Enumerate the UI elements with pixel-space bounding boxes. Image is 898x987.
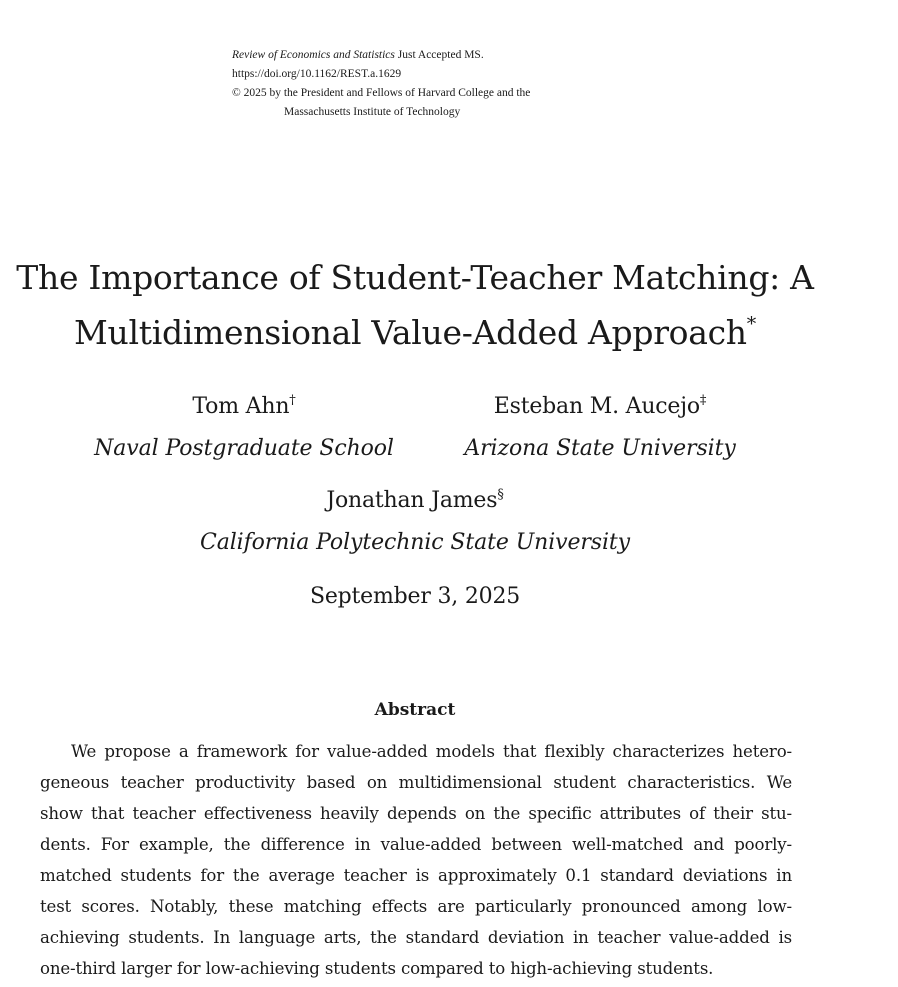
title-line-2: Multidimensional Value-Added Approach xyxy=(74,313,747,352)
manuscript-status: Just Accepted MS. xyxy=(397,49,484,61)
publication-date: September 3, 2025 xyxy=(309,584,521,609)
author-block-ahn xyxy=(86,392,402,464)
abstract-line: one-third larger for low-achieving students compared to high-achieving students. xyxy=(40,959,714,978)
author-name xyxy=(140,486,690,516)
abstract-line: geneous teacher productivity based on multidimensional student characteristics. We xyxy=(40,773,792,792)
copyright-line-2: Massachusetts Institute of Technology xyxy=(284,106,461,118)
doi-link[interactable]: https://doi.org/10.1162/REST.a.1629 xyxy=(232,68,402,80)
author-footnote-mark: § xyxy=(497,487,504,502)
abstract-line: We propose a framework for value-added models that flexibly characterizes hetero- xyxy=(71,742,792,761)
title-line-1: The Importance of Student-Teacher Matching: A xyxy=(16,258,814,297)
author-affiliation: California Polytechnic State University xyxy=(199,530,631,555)
journal-status-line xyxy=(232,46,530,65)
journal-header xyxy=(232,46,530,122)
title-footnote-mark: * xyxy=(746,313,756,335)
author-block-james xyxy=(140,486,690,558)
author-affiliation: Arizona State University xyxy=(464,436,736,461)
author-footnote-mark: † xyxy=(289,393,296,408)
abstract-line: show that teacher effectiveness heavily depends on the specific attributes of their stu- xyxy=(40,804,792,823)
abstract-body xyxy=(40,736,792,984)
author-affiliation: Naval Postgraduate School xyxy=(94,436,394,461)
author-name-text: Jonathan James xyxy=(326,488,498,513)
author-name xyxy=(450,392,750,422)
author-name-text: Esteban M. Aucejo xyxy=(493,394,700,419)
paper-title xyxy=(0,250,830,360)
author-name xyxy=(86,392,402,422)
abstract-line: matched students for the average teacher is approximately 0.1 standard deviations in xyxy=(40,866,792,885)
abstract-heading: Abstract xyxy=(374,700,456,720)
abstract-line: achieving students. In language arts, the standard deviation in teacher value-added is xyxy=(40,928,792,947)
copyright-line-1: © 2025 by the President and Fellows of Harvard College and the xyxy=(232,87,531,99)
author-name-text: Tom Ahn xyxy=(192,394,290,419)
abstract-line: test scores. Notably, these matching effects are particularly pronounced among low- xyxy=(40,897,792,916)
author-footnote-mark: ‡ xyxy=(699,393,707,408)
journal-name: Review of Economics and Statistics xyxy=(232,49,395,61)
abstract-line: dents. For example, the difference in value-added between well-matched and poorly- xyxy=(40,835,792,854)
author-block-aucejo xyxy=(450,392,750,464)
